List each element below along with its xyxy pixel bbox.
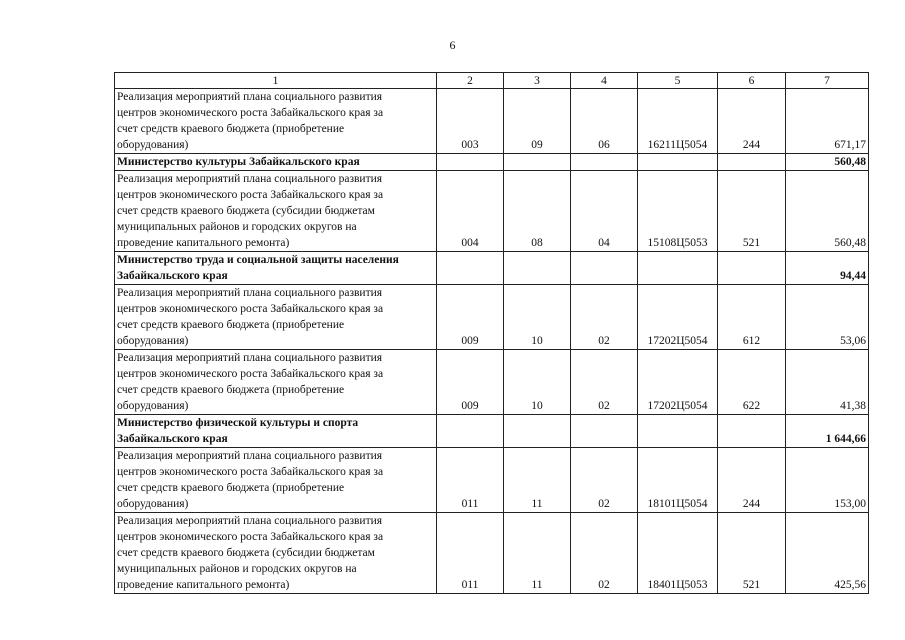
- code-expense-type-cell: 521: [718, 171, 786, 252]
- code-ministry-cell: 011: [437, 448, 504, 513]
- table-row: [115, 89, 869, 154]
- amount-cell: 153,00: [786, 448, 869, 513]
- ministry-row: [115, 154, 869, 171]
- budget-table: [114, 72, 869, 594]
- code-target-cell: 17202Ц5054: [638, 285, 718, 350]
- column-number-row: [115, 73, 869, 89]
- row-name-cell: [115, 448, 437, 513]
- code-section-cell: 11: [504, 448, 571, 513]
- code-expense-type-cell: 244: [718, 448, 786, 513]
- column-header: 6: [718, 73, 786, 89]
- code-subsection-cell: 02: [571, 513, 638, 594]
- code-section-cell: 09: [504, 89, 571, 154]
- code-target-cell: [638, 252, 718, 285]
- row-name-cell: [115, 415, 437, 448]
- code-target-cell: 16211Ц5054: [638, 89, 718, 154]
- code-ministry-cell: 011: [437, 513, 504, 594]
- code-target-cell: 17202Ц5054: [638, 350, 718, 415]
- row-name-text: Министерство труда и социальной защиты населения Забайкальского края: [117, 254, 399, 282]
- code-expense-type-cell: 244: [718, 89, 786, 154]
- code-target-cell: 18401Ц5053: [638, 513, 718, 594]
- amount-cell: 425,56: [786, 513, 869, 594]
- column-header: 5: [638, 73, 718, 89]
- row-name-text: Реализация мероприятий плана социального развития центров экономического роста Забайкальского края за счет средств краевого бюджета (субсидии бюджетам муниципальных районов и городских округов на проведение капитального ремонта): [117, 173, 384, 249]
- code-ministry-cell: [437, 154, 504, 171]
- column-header: 4: [571, 73, 638, 89]
- code-expense-type-cell: [718, 154, 786, 171]
- code-subsection-cell: [571, 252, 638, 285]
- code-section-cell: [504, 252, 571, 285]
- code-expense-type-cell: [718, 252, 786, 285]
- code-target-cell: [638, 415, 718, 448]
- row-name-cell: [115, 154, 437, 171]
- code-subsection-cell: 06: [571, 89, 638, 154]
- amount-cell: 41,38: [786, 350, 869, 415]
- table-row: [115, 285, 869, 350]
- row-name-text: Реализация мероприятий плана социального развития центров экономического роста Забайкальского края за счет средств краевого бюджета (субсидии бюджетам муниципальных районов и городских округов на проведение капитального ремонта): [117, 515, 384, 591]
- row-name-cell: [115, 89, 437, 154]
- code-ministry-cell: 004: [437, 171, 504, 252]
- code-ministry-cell: [437, 252, 504, 285]
- code-subsection-cell: 04: [571, 171, 638, 252]
- code-subsection-cell: [571, 154, 638, 171]
- code-expense-type-cell: [718, 415, 786, 448]
- code-section-cell: [504, 415, 571, 448]
- code-ministry-cell: 003: [437, 89, 504, 154]
- column-header: 2: [437, 73, 504, 89]
- row-name-text: Реализация мероприятий плана социального развития центров экономического роста Забайкальского края за счет средств краевого бюджета (приобретение оборудования): [117, 450, 384, 510]
- code-expense-type-cell: 622: [718, 350, 786, 415]
- table-row: [115, 448, 869, 513]
- table-row: [115, 171, 869, 252]
- code-ministry-cell: 009: [437, 350, 504, 415]
- code-subsection-cell: [571, 415, 638, 448]
- ministry-row: [115, 415, 869, 448]
- row-name-text: Министерство физической культуры и спорта Забайкальского края: [117, 417, 359, 445]
- page-number: 6: [449, 38, 456, 52]
- column-header: 1: [115, 73, 437, 89]
- row-name-text: Министерство культуры Забайкальского края: [117, 156, 360, 168]
- row-name-cell: [115, 513, 437, 594]
- code-section-cell: 08: [504, 171, 571, 252]
- amount-cell: 671,17: [786, 89, 869, 154]
- code-section-cell: [504, 154, 571, 171]
- table-row: [115, 513, 869, 594]
- code-section-cell: 11: [504, 513, 571, 594]
- code-ministry-cell: [437, 415, 504, 448]
- row-name-cell: [115, 350, 437, 415]
- ministry-row: [115, 252, 869, 285]
- code-subsection-cell: 02: [571, 350, 638, 415]
- amount-cell: 1 644,66: [786, 415, 869, 448]
- code-section-cell: 10: [504, 285, 571, 350]
- code-target-cell: [638, 154, 718, 171]
- code-expense-type-cell: 612: [718, 285, 786, 350]
- amount-cell: 53,06: [786, 285, 869, 350]
- code-section-cell: 10: [504, 350, 571, 415]
- row-name-cell: [115, 285, 437, 350]
- code-subsection-cell: 02: [571, 285, 638, 350]
- amount-cell: 560,48: [786, 171, 869, 252]
- row-name-cell: [115, 252, 437, 285]
- column-header: 7: [786, 73, 869, 89]
- row-name-text: Реализация мероприятий плана социального развития центров экономического роста Забайкальского края за счет средств краевого бюджета (приобретение оборудования): [117, 287, 384, 347]
- code-target-cell: 15108Ц5053: [638, 171, 718, 252]
- amount-cell: 94,44: [786, 252, 869, 285]
- row-name-cell: [115, 171, 437, 252]
- table-row: [115, 350, 869, 415]
- row-name-text: Реализация мероприятий плана социального развития центров экономического роста Забайкальского края за счет средств краевого бюджета (приобретение оборудования): [117, 91, 384, 151]
- amount-cell: 560,48: [786, 154, 869, 171]
- code-subsection-cell: 02: [571, 448, 638, 513]
- code-target-cell: 18101Ц5054: [638, 448, 718, 513]
- code-expense-type-cell: 521: [718, 513, 786, 594]
- row-name-text: Реализация мероприятий плана социального развития центров экономического роста Забайкальского края за счет средств краевого бюджета (приобретение оборудования): [117, 352, 384, 412]
- column-header: 3: [504, 73, 571, 89]
- code-ministry-cell: 009: [437, 285, 504, 350]
